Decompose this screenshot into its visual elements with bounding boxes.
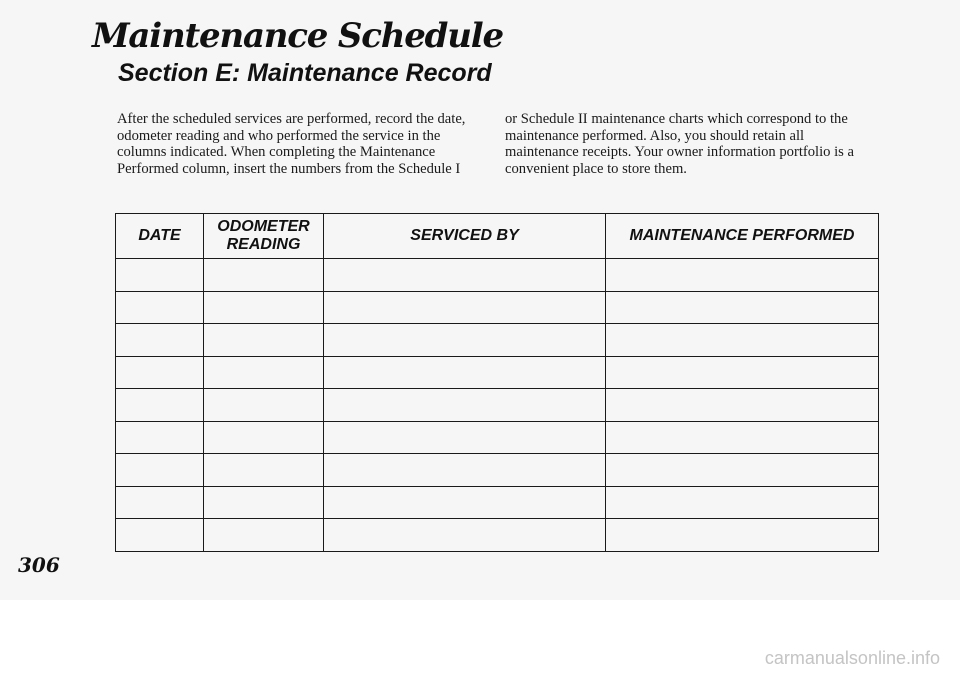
serviced-by-cell [324, 324, 606, 357]
table-row [116, 519, 879, 552]
date-cell [116, 259, 204, 292]
maintenance-record-table [115, 213, 879, 552]
date-cell [116, 389, 204, 422]
date-cell [116, 519, 204, 552]
intro-paragraph-right [505, 111, 885, 177]
table-body [116, 259, 879, 552]
text-line: maintenance performed. Also, you should retain all [505, 127, 805, 144]
odometer-cell [204, 421, 324, 454]
serviced-by-cell [324, 356, 606, 389]
text-line: maintenance receipts. Your owner information portfolio is a [505, 144, 854, 161]
date-cell [116, 421, 204, 454]
maintenance-cell [606, 454, 879, 487]
maintenance-column-header: MAINTENANCE PERFORMED [606, 214, 879, 259]
table-row [116, 421, 879, 454]
table-row [116, 356, 879, 389]
odometer-cell [204, 356, 324, 389]
maintenance-cell [606, 356, 879, 389]
table-row [116, 454, 879, 487]
odometer-cell [204, 519, 324, 552]
table-row [116, 324, 879, 357]
serviced-by-cell [324, 519, 606, 552]
text-line: or Schedule II maintenance charts which correspond to the [505, 111, 848, 127]
date-column-header: DATE [116, 214, 204, 259]
serviced-by-column-header: SERVICED BY [324, 214, 606, 259]
section-heading: Section E: Maintenance Record [118, 59, 492, 87]
text-line: convenient place to store them. [505, 160, 687, 177]
maintenance-cell [606, 519, 879, 552]
table-header-row [116, 214, 879, 259]
maintenance-cell [606, 421, 879, 454]
odometer-header-line: READING [226, 236, 301, 253]
table-row [116, 259, 879, 292]
date-cell [116, 356, 204, 389]
text-line: Performed column, insert the numbers from the Schedule I [117, 160, 461, 177]
date-cell [116, 486, 204, 519]
table-row [116, 486, 879, 519]
date-cell [116, 324, 204, 357]
text-line: odometer reading and who performed the service in the [117, 127, 441, 144]
serviced-by-cell [324, 291, 606, 324]
page-title: Maintenance Schedule [92, 16, 503, 56]
serviced-by-cell [324, 486, 606, 519]
page-number: 306 [18, 553, 60, 577]
odometer-cell [204, 486, 324, 519]
maintenance-cell [606, 259, 879, 292]
maintenance-cell [606, 324, 879, 357]
text-line: After the scheduled services are performed, record the date, [117, 111, 466, 127]
maintenance-cell [606, 389, 879, 422]
date-cell [116, 454, 204, 487]
serviced-by-cell [324, 454, 606, 487]
odometer-cell [204, 389, 324, 422]
date-cell [116, 291, 204, 324]
odometer-header-line: ODOMETER [217, 218, 310, 235]
serviced-by-cell [324, 389, 606, 422]
intro-paragraph-left [117, 111, 487, 177]
maintenance-cell [606, 291, 879, 324]
odometer-cell [204, 454, 324, 487]
table-row [116, 291, 879, 324]
serviced-by-cell [324, 259, 606, 292]
odometer-cell [204, 291, 324, 324]
odometer-cell [204, 324, 324, 357]
table-row [116, 389, 879, 422]
maintenance-cell [606, 486, 879, 519]
text-line: columns indicated. When completing the Maintenance [117, 144, 436, 161]
serviced-by-cell [324, 421, 606, 454]
watermark: carmanualsonline.info [764, 648, 940, 668]
odometer-cell [204, 259, 324, 292]
odometer-column-header [204, 214, 324, 259]
